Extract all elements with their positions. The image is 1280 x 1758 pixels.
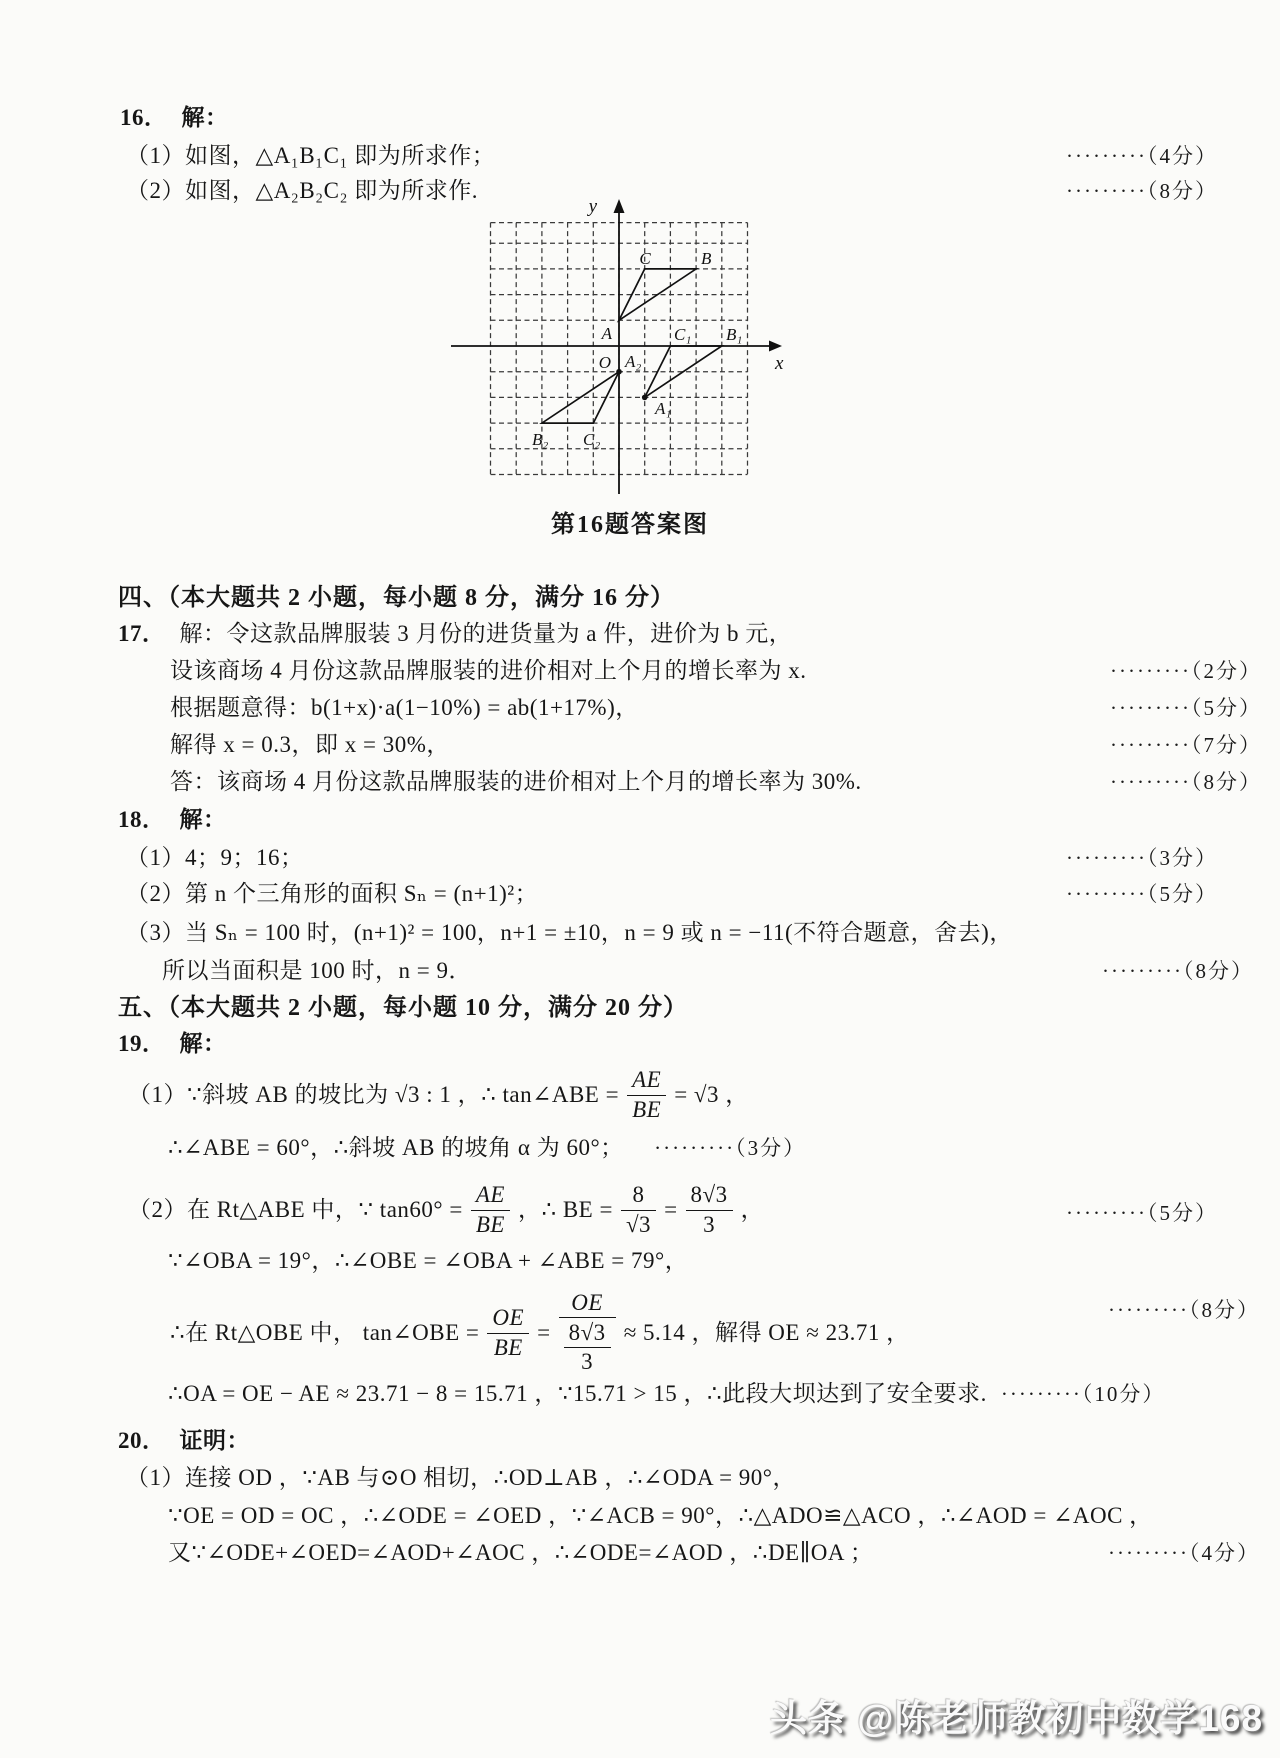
fraction-8sqrt3-3: $\frac{8√3}{3}$ [564, 1320, 611, 1375]
p20-line-1 [126, 1464, 796, 1493]
point-label-A₁: A₁ [655, 399, 672, 418]
score-badge: ·········（2分） [1110, 659, 1262, 683]
score-badge: ·········（3分） [1066, 846, 1218, 870]
fraction-8-sqrt3: $\frac{8}{√3}$ [621, 1182, 656, 1237]
section-4-heading: 四、（本大题共 2 小题，每小题 8 分，满分 16 分） [118, 585, 675, 611]
p19-line-3-c: = [664, 1196, 678, 1222]
problem18-solve-label: 解： [179, 807, 227, 832]
p19-line-4-text: ∵∠OBA = 19°，∴∠OBE = ∠OBA + ∠ABE = 79°， [168, 1248, 689, 1273]
p17-line-1-text: 解：令这款品牌服装 3 月份的进货量为 a 件，进价为 b 元， [179, 621, 793, 646]
point-label-C₁: C₁ [674, 325, 692, 344]
p19-line-6 [168, 1380, 1165, 1409]
problem18-number: 18． [118, 807, 166, 832]
p20-line-3-text: 又∵∠ODE+∠OED=∠AOD+∠AOC ，∴∠ODE=∠AOD ，∴DE∥OA ； [168, 1540, 874, 1565]
point-label-A: A [601, 324, 612, 343]
p19-line-3 [126, 1170, 1218, 1250]
fraction-OE-over-8sqrt3-3: $\frac{OE}{\frac{8√3}{3}}$ [559, 1290, 616, 1376]
score-badge: ·········（4分） [1066, 144, 1218, 168]
p19-line-3-b: ，∴ BE = [517, 1196, 613, 1222]
problem19-heading [118, 1030, 233, 1059]
problem16-heading [120, 104, 235, 133]
p18-line-2-text: （2）第 n 个三角形的面积 Sₙ = (n+1)²； [126, 881, 539, 906]
score-badge: ·········（8分） [1102, 959, 1254, 983]
problem17-number: 17． [118, 621, 166, 646]
problem19-number: 19． [118, 1031, 166, 1056]
p16-step-2-text: （2）如图，△A₂B₂C₂ 即为所求作. [126, 178, 479, 203]
p17-line-3 [170, 694, 1262, 723]
problem20-number: 20． [118, 1428, 166, 1453]
score-badge: ·········（3分） [654, 1136, 807, 1160]
p18-line-4-text: 所以当面积是 100 时，n = 9． [162, 958, 472, 983]
problem20-heading [118, 1427, 256, 1456]
p19-line-5-b: = [537, 1319, 551, 1345]
p20-line-1-text: （1）连接 OD ，∵AB 与⊙O 相切，∴OD⊥AB ，∴∠ODA = 90°， [126, 1465, 797, 1490]
p19-line-1-a: （1）∵斜坡 AB 的坡比为 √3 : 1 ，∴ tan∠ABE = [128, 1081, 620, 1107]
problem18-heading [118, 806, 233, 835]
figure-16-coordinate-grid [385, 192, 795, 504]
p17-line-1 [118, 620, 792, 649]
problem16-number: 16． [120, 105, 168, 130]
point-label-B₂: B₂ [532, 430, 549, 449]
score-badge: ·········（4分） [1108, 1541, 1260, 1565]
p19-line-1 [126, 1066, 751, 1124]
point-label-B₁: B₁ [726, 325, 743, 344]
p19-line-4 [168, 1247, 688, 1276]
problem20-prove-label: 证明： [179, 1428, 250, 1453]
fraction-AE-BE: $\frac{AE}{BE}$ [627, 1067, 666, 1122]
p18-line-1-text: （1）4；9；16； [126, 845, 304, 870]
p16-step-1-text: （1）如图，△A₁B₁C₁ 即为所求作； [126, 143, 496, 168]
score-badge: ·········（8分） [1066, 179, 1218, 203]
score-badge: ·········（10分） [1000, 1382, 1166, 1406]
section-5-heading: 五、（本大题共 2 小题，每小题 10 分，满分 20 分） [118, 995, 688, 1021]
score-badge: ·········（5分） [1066, 882, 1218, 906]
p19-line-3-a: （2）在 Rt△ABE 中，∵ tan60° = [128, 1196, 463, 1222]
p17-line-4 [170, 731, 1262, 760]
p19-line-2-text: ∴∠ABE = 60°，∴斜坡 AB 的坡角 α 为 60°； [168, 1135, 613, 1160]
p19-line-2 [168, 1134, 806, 1163]
fraction-AE-BE: $\frac{AE}{BE}$ [471, 1182, 510, 1237]
p17-line-3-text: 根据题意得：b(1+x)·a(1−10%) = ab(1+17%)， [170, 695, 639, 720]
coordinate-plane-svg [385, 192, 795, 504]
p19-line-6-text: ∴OA = OE − AE ≈ 23.71 − 8 = 15.71 ，∵15.71 > 15 ，∴此段大坝达到了安全要求. [168, 1381, 987, 1406]
p18-line-3-text: （3）当 Sₙ = 100 时，(n+1)² = 100，n+1 = ±10，n = 9 或 n = −11(不符合题意，舍去)， [126, 920, 1013, 945]
p17-line-4-text: 解得 x = 0.3，即 x = 30%， [170, 732, 450, 757]
watermark-credit: 头条 @陈老师教初中数学168 [770, 1698, 1264, 1739]
score-badge: ·········（7分） [1110, 733, 1262, 757]
p17-line-2 [170, 657, 1262, 686]
p18-line-2 [126, 880, 1218, 909]
score-badge: ·········（5分） [1110, 696, 1262, 720]
p17-line-5 [170, 768, 1262, 797]
p19-line-5-c: ≈ 5.14 ，解得 OE ≈ 23.71 ， [623, 1319, 910, 1345]
fraction-8sqrt3-3: $\frac{8√3}{3}$ [686, 1182, 733, 1237]
fraction-OE-BE: $\frac{OE}{BE}$ [487, 1305, 529, 1360]
p17-line-2-text: 设该商场 4 月份这款品牌服装的进价相对上个月的增长率为 x. [170, 658, 807, 683]
problem19-solve-label: 解： [179, 1031, 227, 1056]
x-axis-label: x [775, 353, 784, 374]
point-label-A₂: A₂ [625, 352, 642, 371]
p18-line-4 [162, 957, 1254, 986]
p18-line-1 [126, 844, 1218, 873]
score-badge: ·········（5分） [1066, 1201, 1218, 1225]
figure-16-caption: 第16题答案图 [551, 512, 709, 538]
point-label-O: O [598, 353, 611, 372]
p20-line-3 [168, 1539, 1260, 1568]
p19-line-1-b: = √3 ， [674, 1081, 749, 1107]
point-label-C: C [639, 249, 651, 268]
p20-line-2-text: ∵OE = OD = OC ，∴∠ODE = ∠OED ，∵∠ACB = 90°，∴△ADO≌△ACO ，∴∠AOD = ∠AOC ， [168, 1503, 1153, 1528]
p19-line-5-a: ∴在 Rt△OBE 中， tan∠OBE = [170, 1319, 480, 1345]
p19-line-5 [168, 1283, 1260, 1383]
p20-line-2 [168, 1502, 1153, 1531]
p19-line-3-d: ， [740, 1196, 765, 1222]
point-label-C₂: C₂ [583, 430, 601, 449]
p18-line-3 [126, 919, 1013, 948]
problem16-solve-label: 解： [181, 105, 229, 130]
y-axis-label: y [588, 196, 597, 217]
point-label-B: B [701, 249, 712, 268]
score-badge: ·········（8分） [1110, 770, 1262, 794]
p16-step-1 [126, 142, 1218, 171]
p17-line-5-text: 答：该商场 4 月份这款品牌服装的进价相对上个月的增长率为 30%. [170, 769, 862, 794]
score-badge: ·········（8分） [1108, 1298, 1260, 1322]
